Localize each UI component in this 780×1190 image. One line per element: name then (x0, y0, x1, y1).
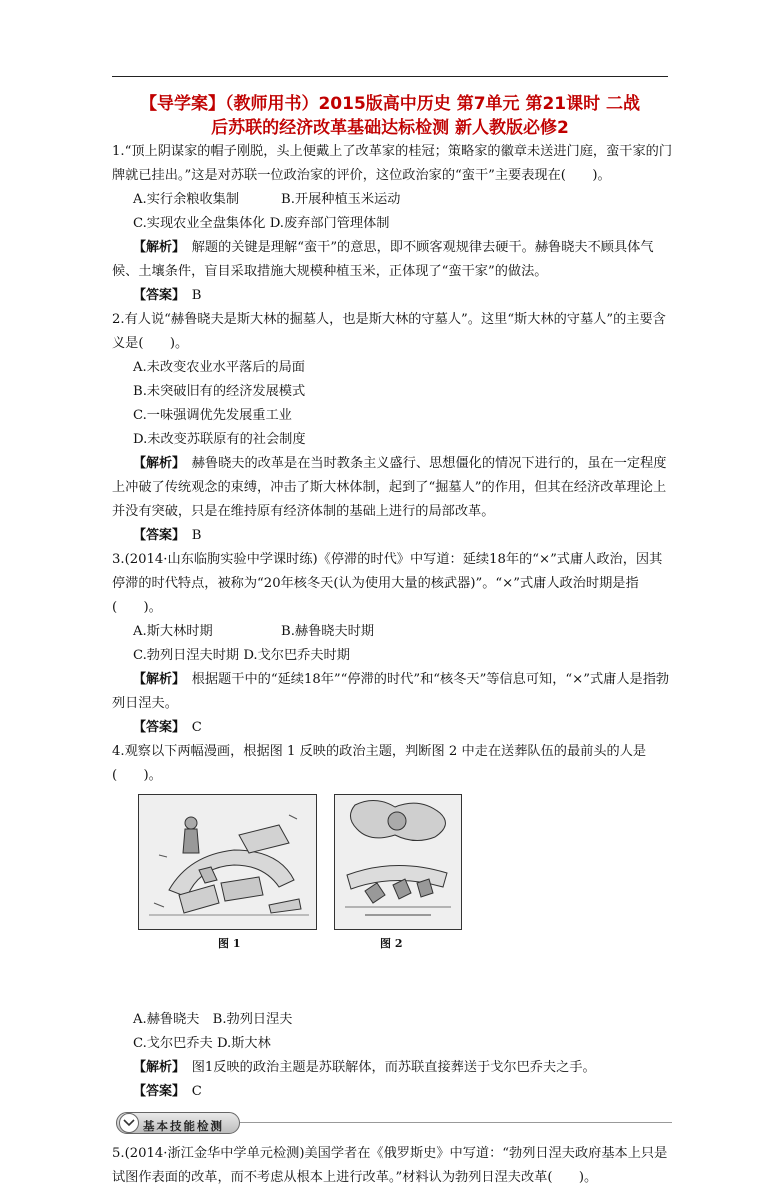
document-title (100, 92, 680, 140)
question-4-analysis-text: 图1反映的政治主题是苏联解体，而苏联直接葬送于戈尔巴乔夫之手。 (191, 1060, 596, 1075)
question-3-options-ab (112, 620, 672, 644)
figure-2-caption: 图 2 (380, 937, 403, 950)
chevron-icon (119, 1113, 139, 1133)
cartoon-figure-2 (334, 794, 462, 930)
question-1-stem: 1.“顶上阴谋家的帽子刚脱，头上便戴上了改革家的桂冠；策略家的徽章未送进门庭，蛮干家的门牌就已挂出。”这是对苏联一位政治家的评价，这位政治家的“蛮干”主要表现在( )。 (112, 144, 673, 183)
question-2 (112, 308, 672, 548)
question-2-option-d: D.未改变苏联原有的社会制度 (133, 432, 306, 447)
question-1-option-b: B.开展种植玉米运动 (281, 192, 401, 207)
question-1-analysis-text: 解题的关键是理解“蛮干”的意思，即不顾客观规律去硬干。赫鲁晓夫不顾具体气候、土壤条件，盲目采取措施大规模种植玉米，正体现了“蛮干家”的做法。 (112, 240, 654, 279)
question-3-stem: 3.(2014·山东临朐实验中学课时练)《停滞的时代》中写道：延续18年的“×”式庸人政治，因其停滞的时代特点，被称为“20年核冬天(认为使用大量的核武器)”。“×”式庸人政治时期是指( )。 (112, 552, 663, 615)
analysis-label: 【解析】 (133, 672, 179, 687)
question-2-option-b: B.未突破旧有的经济发展模式 (133, 384, 306, 399)
question-3-options-cd: C.勃列日涅夫时期 D.戈尔巴乔夫时期 (133, 648, 350, 663)
question-1-answer-value: B (191, 288, 202, 303)
section-rule (240, 1122, 672, 1123)
question-2-answer-value: B (191, 528, 202, 543)
question-1-analysis (112, 236, 672, 284)
title-line-1: 【导学案】（教师用书）2015版高中历史 第7单元 第21课时 二战 (139, 94, 641, 114)
question-1-options-cd: C.实现农业全盘集体化 D.废弃部门管理体制 (133, 216, 390, 231)
question-5 (112, 1142, 672, 1190)
question-4-answer (112, 1080, 672, 1104)
section-badge (116, 1112, 240, 1134)
section-title: 基本技能检测 (143, 1119, 224, 1133)
question-3-option-a: A.斯大林时期 (133, 624, 213, 639)
question-5-stem: 5.(2014·浙江金华中学单元检测)美国学者在《俄罗斯史》中写道：“勃列日涅夫政府基本上只是试图作表面的改革，而不考虑从根本上进行改革。”材料认为勃列日涅夫改革( )。 (112, 1146, 668, 1185)
cartoon-figures (112, 794, 672, 1006)
question-3-answer-value: C (191, 720, 202, 735)
broken-hammer-sickle-illustration (139, 795, 316, 929)
answer-label: 【答案】 (133, 720, 179, 735)
question-4-answer-value: C (191, 1084, 202, 1099)
figure-1-caption: 图 1 (218, 937, 241, 950)
question-3 (112, 548, 672, 740)
question-4-options-ab: A.赫鲁晓夫 B.勃列日涅夫 (133, 1012, 293, 1027)
question-1 (112, 140, 672, 308)
answer-label: 【答案】 (133, 288, 179, 303)
answer-label: 【答案】 (133, 528, 179, 543)
question-3-option-b: B.赫鲁晓夫时期 (281, 624, 375, 639)
question-2-option-a: A.未改变农业水平落后的局面 (133, 360, 305, 375)
question-3-answer (112, 716, 672, 740)
question-3-analysis (112, 668, 672, 716)
question-2-analysis (112, 452, 672, 524)
question-4-stem: 4.观察以下两幅漫画，根据图 1 反映的政治主题，判断图 2 中走在送葬队伍的最前头的人是( )。 (112, 744, 647, 783)
question-1-options-ab (112, 188, 672, 212)
analysis-label: 【解析】 (133, 456, 179, 471)
question-1-answer (112, 284, 672, 308)
question-4 (112, 740, 672, 1104)
analysis-label: 【解析】 (133, 1060, 179, 1075)
document-body (112, 140, 672, 1190)
section-header (112, 1110, 672, 1136)
answer-label: 【答案】 (133, 1084, 179, 1099)
analysis-label: 【解析】 (133, 240, 179, 255)
question-3-analysis-text: 根据题干中的“延续18年”“停滞的时代”和“核冬天”等信息可知，“×”式庸人是指勃列日涅夫。 (112, 672, 670, 711)
question-4-options-cd: C.戈尔巴乔夫 D.斯大林 (133, 1036, 271, 1051)
question-1-option-a: A.实行余粮收集制 (133, 192, 240, 207)
header-rule (112, 76, 668, 77)
title-line-2: 后苏联的经济改革基础达标检测 新人教版必修2 (211, 118, 569, 138)
question-4-analysis (112, 1056, 672, 1080)
question-2-option-c: C.一味强调优先发展重工业 (133, 408, 292, 423)
question-2-stem: 2.有人说“赫鲁晓夫是斯大林的掘墓人，也是斯大林的守墓人”。这里“斯大林的守墓人”的主要含义是( )。 (112, 312, 666, 351)
question-2-analysis-text: 赫鲁晓夫的改革是在当时教条主义盛行、思想僵化的情况下进行的，虽在一定程度上冲破了传统观念的束缚，冲击了斯大林体制，起到了“掘墓人”的作用，但其在经济改革理论上并没有突破，只是在维持原有经济体制的基础上进行的局部改革。 (112, 456, 667, 519)
question-2-answer (112, 524, 672, 548)
cartoon-figure-1 (138, 794, 317, 930)
funeral-procession-illustration (335, 795, 461, 929)
